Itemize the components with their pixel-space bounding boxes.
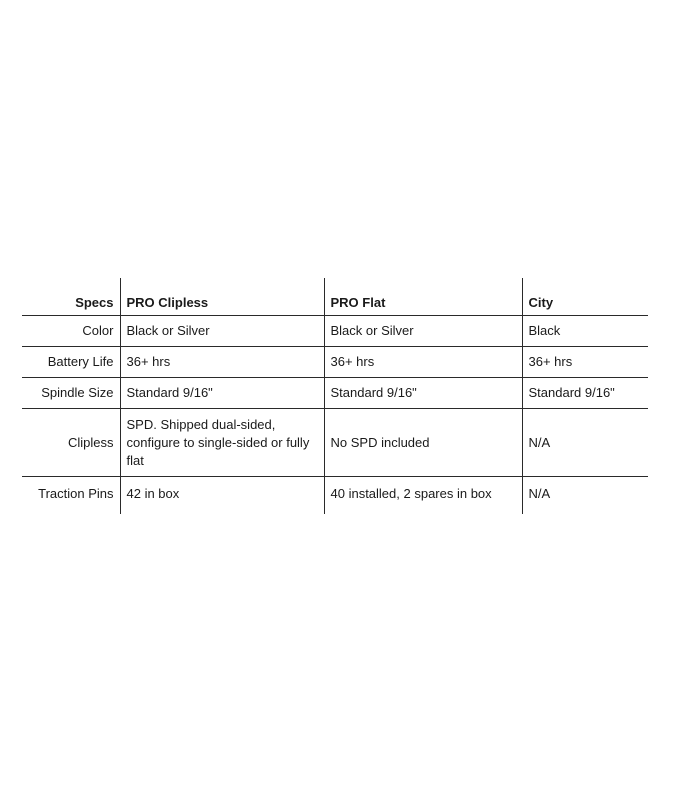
header-city: City xyxy=(522,278,648,316)
row-label: Traction Pins xyxy=(22,477,120,515)
table-cell: 36+ hrs xyxy=(522,347,648,378)
table-cell: N/A xyxy=(528,485,551,501)
table-cell: Standard 9/16" xyxy=(120,378,324,409)
row-label: Battery Life xyxy=(22,347,120,378)
header-specs: Specs xyxy=(22,278,120,316)
header-pro-clipless: PRO Clipless xyxy=(120,278,324,316)
table-row xyxy=(22,378,648,409)
table-cell: Black xyxy=(522,316,648,347)
table-cell: No SPD included xyxy=(324,409,522,477)
row-label: Clipless xyxy=(22,409,120,477)
table-cell: Black or Silver xyxy=(324,316,522,347)
header-row xyxy=(22,278,648,316)
table-row xyxy=(22,347,648,378)
table-cell: 36+ hrs xyxy=(324,347,522,378)
table-cell: 36+ hrs xyxy=(120,347,324,378)
table-row xyxy=(22,316,648,347)
table-row xyxy=(22,477,648,515)
table-cell: 42 in box xyxy=(120,477,324,515)
table-cell: Standard 9/16" xyxy=(324,378,522,409)
table-cell: SPD. Shipped dual-sided, configure to single-sided or fully flat xyxy=(120,409,324,477)
table-cell: 40 installed, 2 spares in box xyxy=(324,477,522,515)
table-cell: N/A xyxy=(522,409,648,477)
table-cell: Black or Silver xyxy=(120,316,324,347)
header-pro-flat: PRO Flat xyxy=(324,278,522,316)
table-body xyxy=(22,316,648,515)
table-row xyxy=(22,409,648,477)
table-cell: Standard 9/16" xyxy=(522,378,648,409)
row-label: Spindle Size xyxy=(22,378,120,409)
table-header xyxy=(22,278,648,316)
row-label: Color xyxy=(22,316,120,347)
specs-comparison-table xyxy=(22,278,648,514)
